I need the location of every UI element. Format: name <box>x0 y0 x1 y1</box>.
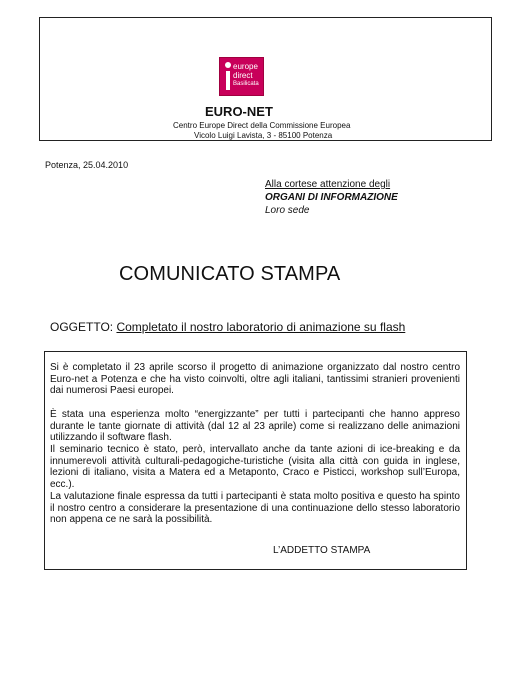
recipient-line-1: Alla cortese attenzione degli <box>265 179 391 190</box>
brand-name: EURO-NET <box>205 104 273 119</box>
organization-name: Centro Europe Direct della Commissione Europea <box>173 121 351 130</box>
logo-line-1: europe <box>233 62 258 71</box>
document-title: COMUNICATO STAMPA <box>119 263 341 285</box>
recipient-line-2: ORGANI DI INFORMAZIONE <box>265 192 398 203</box>
body-paragraph-2: È stata una esperienza molto “energizzante” per tutti i partecipanti che hanno appreso durante le tante giornate di attività (dal 12 al 23 aprile) come si realizzano delle animazioni utilizzando il software flash. <box>50 409 460 444</box>
recipient-line-3: Loro sede <box>265 205 310 216</box>
body-paragraph-3: Il seminario tecnico è stato, però, intervallato anche da tante azioni di ice-breaking e da innumerevoli attività culturali-pedagogiche-turistiche (visita alla città con guida in inglese, lezioni di italiano, visita a Matera ed a Metaponto, Craco e Pisticci, workshop sull’Europa, ecc.). <box>50 444 460 491</box>
subject-text: Completato il nostro laboratorio di animazione su flash <box>116 320 406 334</box>
subject-line <box>50 320 405 334</box>
logo-text <box>233 62 263 88</box>
signature: L’ADDETTO STAMPA <box>273 545 371 556</box>
europe-direct-logo <box>219 57 264 96</box>
body-paragraph-1: Si è completato il 23 aprile scorso il progetto di animazione organizzato dal nostro centro Euro-net a Potenza e che ha visto coinvolti, oltre agli italiani, tantissimi stranieri provenienti dai numerosi Paesi europei. <box>50 362 460 397</box>
subject-label: OGGETTO: <box>50 320 114 334</box>
info-i-icon <box>224 62 232 92</box>
letter-date: Potenza, 25.04.2010 <box>45 160 129 170</box>
organization-address: Vicolo Luigi Lavista, 3 - 85100 Potenza <box>194 131 333 140</box>
body-paragraph-4: La valutazione finale espressa da tutti i partecipanti è stata molto positiva e questo ha spinto il nostro centro a considerare la presentazione di una continuazione dello stesso laboratorio non appena ce ne sarà la possibilità. <box>50 491 460 526</box>
logo-line-3: Basilicata <box>233 81 259 87</box>
logo-line-2: direct <box>233 71 253 80</box>
